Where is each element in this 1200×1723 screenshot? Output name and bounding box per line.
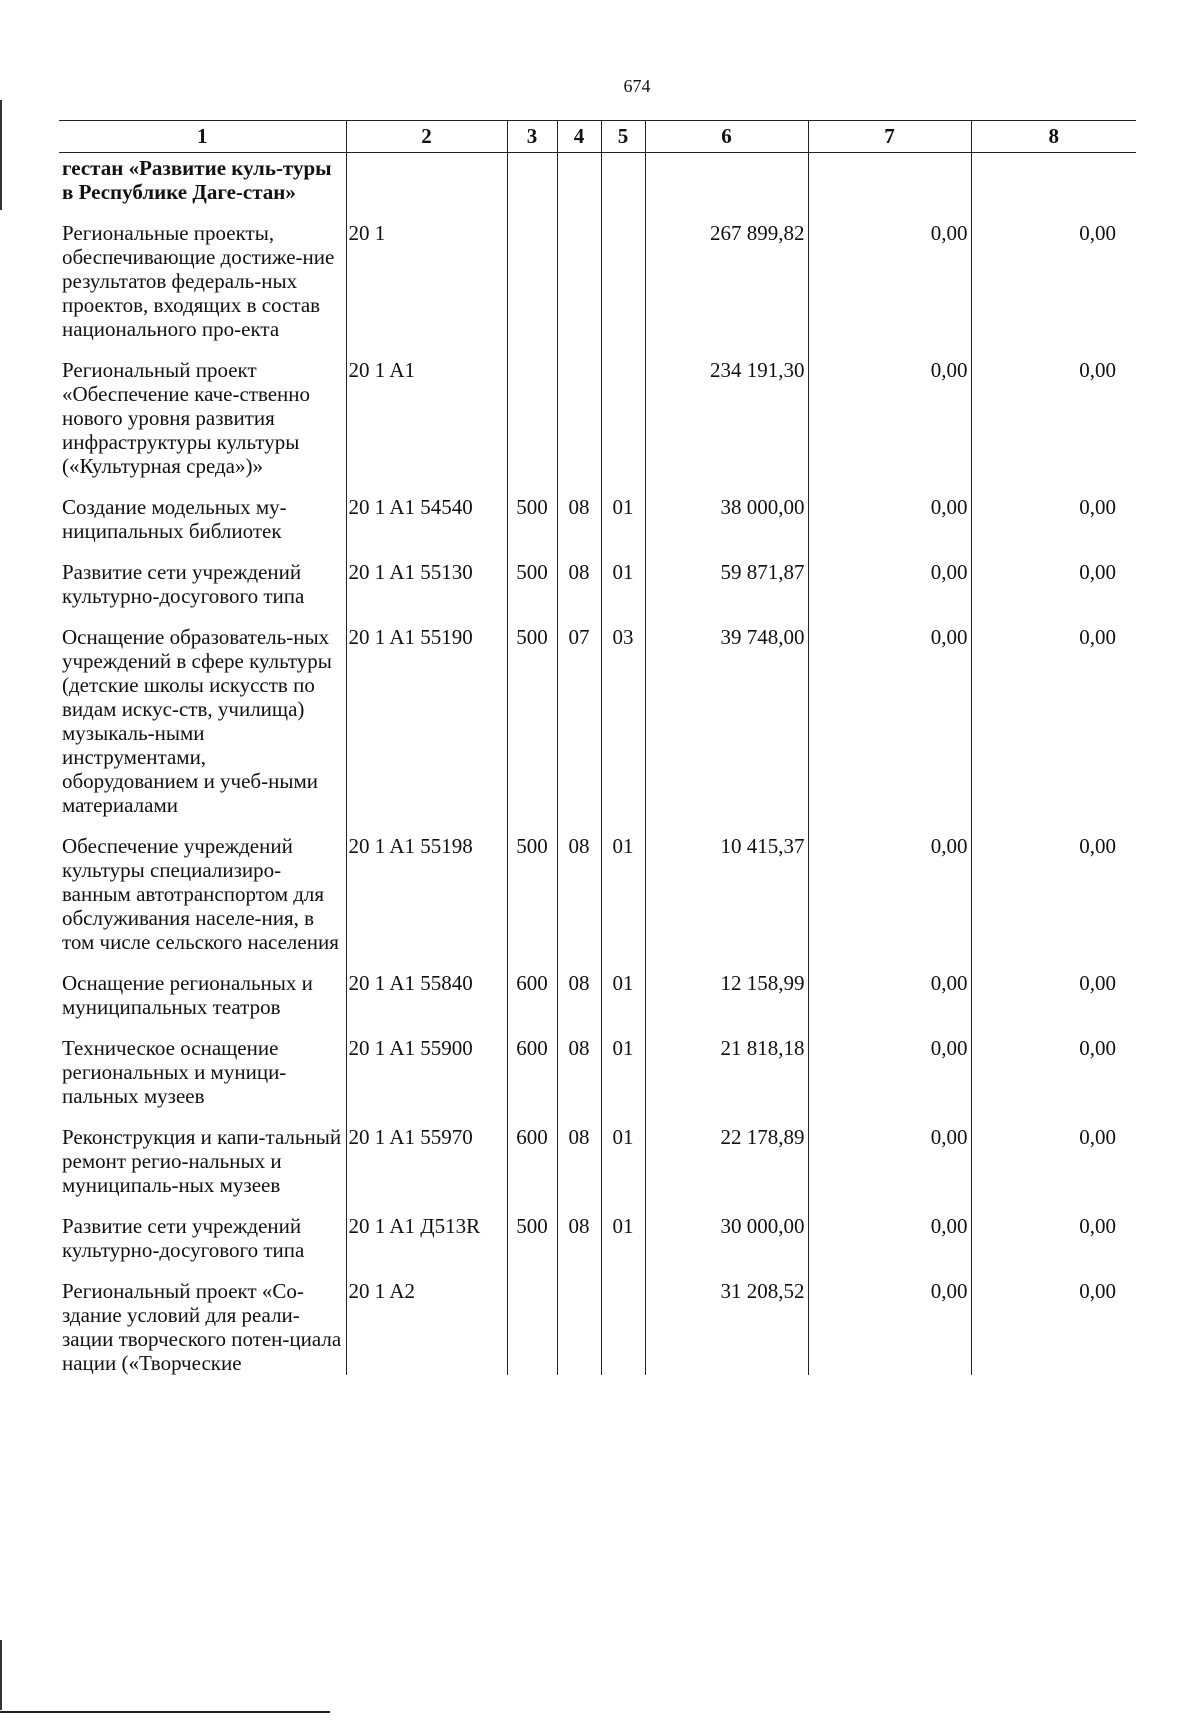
row-code-cell: 20 1 A1 Д513R xyxy=(346,1214,507,1279)
row-col3-cell xyxy=(507,153,557,222)
row-col7-cell: 0,00 xyxy=(808,495,971,560)
row-col3-cell: 500 xyxy=(507,625,557,834)
page-number: 674 xyxy=(623,76,651,96)
column-header: 3 xyxy=(507,121,557,153)
row-col5-cell: 03 xyxy=(601,625,645,834)
row-amount-cell: 21 818,18 xyxy=(645,1036,808,1125)
row-col3-cell: 500 xyxy=(507,560,557,625)
row-amount-cell xyxy=(645,153,808,222)
column-header: 1 xyxy=(59,121,346,153)
row-col7-cell: 0,00 xyxy=(808,1036,971,1125)
row-code-cell: 20 1 xyxy=(346,221,507,358)
row-name-cell: Обеспечение учреждений культуры специализиро-ванным автотранспортом для обслуживания населе-ния, в том числе сельского населения xyxy=(59,834,346,971)
row-code-cell: 20 1 A2 xyxy=(346,1279,507,1375)
row-col3-cell: 600 xyxy=(507,1125,557,1214)
row-col5-cell: 01 xyxy=(601,495,645,560)
row-code-cell xyxy=(346,153,507,222)
row-col4-cell: 08 xyxy=(557,1214,601,1279)
row-col3-cell xyxy=(507,1279,557,1375)
table-row xyxy=(59,153,1136,222)
table-row xyxy=(59,221,1136,358)
row-code-cell: 20 1 A1 55900 xyxy=(346,1036,507,1125)
row-col3-cell: 500 xyxy=(507,1214,557,1279)
row-name-cell: гестан «Развитие куль-туры в Республике Даге-стан» xyxy=(59,153,346,222)
row-col8-cell: 0,00 xyxy=(971,358,1136,495)
row-col8-cell: 0,00 xyxy=(971,1036,1136,1125)
row-col7-cell: 0,00 xyxy=(808,625,971,834)
row-col4-cell: 08 xyxy=(557,1125,601,1214)
row-col4-cell: 08 xyxy=(557,1036,601,1125)
row-col8-cell: 0,00 xyxy=(971,560,1136,625)
row-code-cell: 20 1 A1 55970 xyxy=(346,1125,507,1214)
column-header: 8 xyxy=(971,121,1136,153)
row-col4-cell: 08 xyxy=(557,560,601,625)
row-col8-cell: 0,00 xyxy=(971,834,1136,971)
budget-table xyxy=(59,120,1136,1375)
column-header: 2 xyxy=(346,121,507,153)
row-col4-cell: 07 xyxy=(557,625,601,834)
row-col4-cell xyxy=(557,153,601,222)
table-row xyxy=(59,1125,1136,1214)
row-col8-cell: 0,00 xyxy=(971,625,1136,834)
row-col4-cell: 08 xyxy=(557,495,601,560)
column-header: 4 xyxy=(557,121,601,153)
scan-edge-mark xyxy=(0,1640,2,1710)
row-col3-cell: 600 xyxy=(507,1036,557,1125)
column-header: 5 xyxy=(601,121,645,153)
row-col5-cell: 01 xyxy=(601,971,645,1036)
row-col3-cell xyxy=(507,221,557,358)
row-name-cell: Региональный проект «Со-здание условий для реали-зации творческого потен-циала нации («Творческие xyxy=(59,1279,346,1375)
row-col7-cell: 0,00 xyxy=(808,358,971,495)
table-row xyxy=(59,560,1136,625)
row-col7-cell: 0,00 xyxy=(808,560,971,625)
row-amount-cell: 267 899,82 xyxy=(645,221,808,358)
row-name-cell: Развитие сети учреждений культурно-досугового типа xyxy=(59,1214,346,1279)
row-code-cell: 20 1 A1 54540 xyxy=(346,495,507,560)
row-col5-cell xyxy=(601,221,645,358)
row-col3-cell: 600 xyxy=(507,971,557,1036)
row-col4-cell xyxy=(557,1279,601,1375)
row-amount-cell: 12 158,99 xyxy=(645,971,808,1036)
row-col5-cell xyxy=(601,153,645,222)
row-amount-cell: 234 191,30 xyxy=(645,358,808,495)
row-col4-cell: 08 xyxy=(557,971,601,1036)
row-amount-cell: 39 748,00 xyxy=(645,625,808,834)
row-amount-cell: 59 871,87 xyxy=(645,560,808,625)
column-header: 6 xyxy=(645,121,808,153)
scan-edge-mark xyxy=(0,100,2,210)
row-code-cell: 20 1 A1 55198 xyxy=(346,834,507,971)
row-col5-cell xyxy=(601,358,645,495)
row-code-cell: 20 1 A1 xyxy=(346,358,507,495)
table-header-row xyxy=(59,121,1136,153)
row-col5-cell: 01 xyxy=(601,1125,645,1214)
table-row xyxy=(59,1214,1136,1279)
table-row xyxy=(59,834,1136,971)
row-col7-cell: 0,00 xyxy=(808,1125,971,1214)
row-col8-cell: 0,00 xyxy=(971,1125,1136,1214)
row-col5-cell: 01 xyxy=(601,560,645,625)
row-col5-cell: 01 xyxy=(601,834,645,971)
table-row xyxy=(59,625,1136,834)
row-name-cell: Региональный проект «Обеспечение каче-ственно нового уровня развития инфраструктуры культуры («Культурная среда»)» xyxy=(59,358,346,495)
row-amount-cell: 31 208,52 xyxy=(645,1279,808,1375)
row-amount-cell: 10 415,37 xyxy=(645,834,808,971)
row-name-cell: Оснащение региональных и муниципальных театров xyxy=(59,971,346,1036)
row-col3-cell: 500 xyxy=(507,834,557,971)
row-amount-cell: 30 000,00 xyxy=(645,1214,808,1279)
row-col7-cell: 0,00 xyxy=(808,971,971,1036)
row-name-cell: Реконструкция и капи-тальный ремонт регио-нальных и муниципаль-ных музеев xyxy=(59,1125,346,1214)
row-name-cell: Создание модельных му-ниципальных библиотек xyxy=(59,495,346,560)
table-row xyxy=(59,1036,1136,1125)
row-col7-cell: 0,00 xyxy=(808,221,971,358)
row-col8-cell: 0,00 xyxy=(971,971,1136,1036)
row-col4-cell xyxy=(557,358,601,495)
row-col4-cell: 08 xyxy=(557,834,601,971)
row-col8-cell: 0,00 xyxy=(971,221,1136,358)
row-name-cell: Развитие сети учреждений культурно-досугового типа xyxy=(59,560,346,625)
row-col8-cell: 0,00 xyxy=(971,495,1136,560)
row-col5-cell: 01 xyxy=(601,1214,645,1279)
row-col8-cell: 0,00 xyxy=(971,1279,1136,1375)
row-col7-cell: 0,00 xyxy=(808,834,971,971)
row-col5-cell xyxy=(601,1279,645,1375)
row-col3-cell xyxy=(507,358,557,495)
table-row xyxy=(59,971,1136,1036)
row-amount-cell: 22 178,89 xyxy=(645,1125,808,1214)
column-header: 7 xyxy=(808,121,971,153)
row-col8-cell: 0,00 xyxy=(971,1214,1136,1279)
row-name-cell: Оснащение образователь-ных учреждений в сфере культуры (детские школы искусств по видам искус-ств, училища) музыкаль-ными инструментами, оборудованием и учеб-ными материалами xyxy=(59,625,346,834)
table-row xyxy=(59,1279,1136,1375)
row-name-cell: Техническое оснащение региональных и муници-пальных музеев xyxy=(59,1036,346,1125)
row-amount-cell: 38 000,00 xyxy=(645,495,808,560)
row-name-cell: Региональные проекты, обеспечивающие достиже-ние результатов федераль-ных проектов, входящих в состав национального про-екта xyxy=(59,221,346,358)
table-row xyxy=(59,495,1136,560)
row-code-cell: 20 1 A1 55130 xyxy=(346,560,507,625)
row-col8-cell xyxy=(971,153,1136,222)
row-col7-cell xyxy=(808,153,971,222)
row-code-cell: 20 1 A1 55190 xyxy=(346,625,507,834)
row-col7-cell: 0,00 xyxy=(808,1279,971,1375)
row-col5-cell: 01 xyxy=(601,1036,645,1125)
row-col7-cell: 0,00 xyxy=(808,1214,971,1279)
page-bottom-rule xyxy=(0,1711,330,1713)
row-col3-cell: 500 xyxy=(507,495,557,560)
row-code-cell: 20 1 A1 55840 xyxy=(346,971,507,1036)
table-row xyxy=(59,358,1136,495)
row-col4-cell xyxy=(557,221,601,358)
